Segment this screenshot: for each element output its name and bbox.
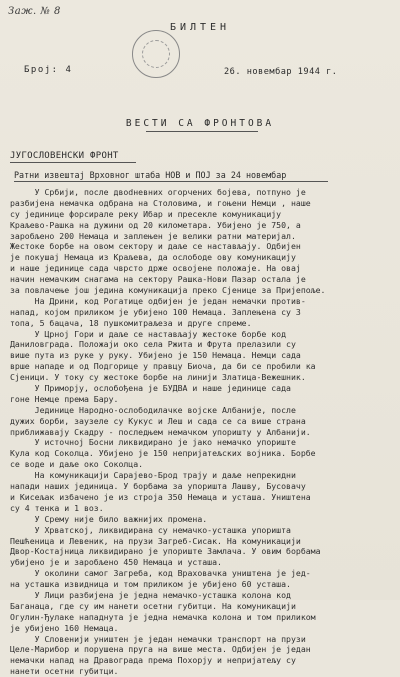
body-text-line: У Приморју, ослобођена је БУДВА и наше јединице сада xyxy=(10,383,291,394)
section-title-underline xyxy=(146,131,258,132)
body-text-line: У Лици разбијена је једна немачко-усташка колона код xyxy=(10,589,291,600)
body-text-line: и наше јединице сада чврсто држе освојене положаје. На овај xyxy=(10,263,301,274)
body-text-line: У околини самог Загреба, код Враховачка уништена је јед- xyxy=(10,568,311,579)
body-text-line: немачки напад на Дравоградa према Похорју и непријатељу су xyxy=(10,655,296,666)
bulletin-masthead: БИЛТЕН xyxy=(169,22,231,33)
body-text-line: разбијена немачка одбрана на Столовима, и гоњени Немци , наше xyxy=(10,197,311,208)
report-subtitle: Ратни извештај Врховног штаба НОВ и ПОЈ за 24 новембар xyxy=(14,170,287,180)
section-title: ВЕСТИ СА ФРОНТОВА xyxy=(125,118,275,129)
body-text-line: Пешћеница и Левеник, на прузи Загреб-Сисак. На комуникацији xyxy=(10,535,301,546)
body-text-line: напад, којом приликом је убијено 100 Немаца. Заплењена су 3 xyxy=(10,306,301,317)
body-text-line: У Срему није било важнијих промена. xyxy=(10,513,208,524)
round-stamp-icon xyxy=(132,30,180,78)
body-text-line: Кула код Соколца. Убијено је 150 непријатељских војника. Борбе xyxy=(10,448,316,459)
body-text-line: за повлачење још једина комуникација преко Сјенице за Пријепоље. xyxy=(10,285,326,296)
body-text-line: топа, 5 бацача, 18 пушкомитраљеза и друге спреме. xyxy=(10,317,252,328)
body-text-line: У Србији, после двоdневних огорчених бојева, потпуно је xyxy=(10,187,306,197)
front-heading-underline xyxy=(10,162,136,163)
body-text-line: На Дрини, код Рогатице одбијен је један немачки против- xyxy=(10,295,306,306)
issue-number: Број: 4 xyxy=(24,65,73,75)
body-text-line: Даниловграда. Положаји око села Ржита и Фрута прелазили су xyxy=(10,339,296,350)
body-text-line: начин немачким снагама на сектору Рашка-Нови Пазар остала је xyxy=(10,274,306,285)
report-subtitle-underline xyxy=(14,181,328,182)
body-text-line: На комуникацији Сарајево-Брод трају и даље непрекидни xyxy=(10,470,296,481)
body-text-line: Огулин-Ђулаке нападнута је једна немачка колона и том приликом xyxy=(10,611,316,622)
body-text-line: У Словенији уништен је један немачки транспорт на прузи xyxy=(10,633,306,644)
body-text-line: више пута из руке у руку. Убијено је 150 Немаца. Немци сада xyxy=(10,350,301,361)
body-text-line: убијено је и заробљено 450 Немаца и усташа. xyxy=(10,557,222,568)
body-text-line: Баганаца, где су им нанети осетни губитци. На комуникацији xyxy=(10,600,296,611)
body-text-line: и Кисељак избачено је из строја 350 Немаца и усташа. Уништена xyxy=(10,491,311,502)
body-text-line: су јединице форсирале реку Ибар и пресекле комуникацију xyxy=(10,208,282,219)
body-text-line: У Хрватској, ликвидирана су немачко-усташка упоришта xyxy=(10,524,291,535)
body-text-line: У Црној Гори и даље се настављају жестоке борбе код xyxy=(10,328,287,339)
body-text-line: дужих борби, заузеле су Кукус и Леш и сада се са више страна xyxy=(10,415,306,426)
body-text-line: је убијено 160 Немаца. xyxy=(10,622,119,633)
body-text-line: Целе-Марибор и порушена пруга на више места. Одбијен је један xyxy=(10,644,311,655)
issue-date: 26. новембар 1944 г. xyxy=(224,67,338,77)
front-heading: ЈУГОСЛОВЕНСКИ ФРОНТ xyxy=(10,151,119,161)
body-text-line: Двор-Костајница ликвидирано је упориште Замлача. У овим борбама xyxy=(10,546,321,557)
body-text-line: У источној Босни ликвидирано је јако немачко упориште xyxy=(10,437,296,448)
body-text-line: Сјеници. У току су жестоке борбе на линији Златица-Вежешник. xyxy=(10,372,306,383)
body-text-line: гоне Немце према Бару. xyxy=(10,393,119,404)
body-text-line: Јединице Народно-ослободилачке војске Албаније, после xyxy=(10,404,296,415)
body-text-line: приближавају Скадру - последњем немачком упоришту у Албанији. xyxy=(10,426,311,437)
report-body xyxy=(10,187,374,677)
body-text-line: Краљево-Рашка на дужини од 20 километара. Убијено је 750, а xyxy=(10,219,301,230)
body-text-line: нанети осетни губитци. xyxy=(10,666,119,677)
body-text-line: Жестоке борбе на овом сектору и даље се настављају. Одбијен xyxy=(10,241,301,252)
body-text-line: се воде и даље око Соколца. xyxy=(10,459,144,470)
body-text-line: напади наших јединица. У борбама за упоришта Лашву, Бусовачу xyxy=(10,481,306,492)
body-text-line: је покушај Немаца из Краљева, да ослободе ову комуникацију xyxy=(10,252,296,263)
body-text-line: врше нападе и од Подгорице у правцу Биоча, да би се пробили ка xyxy=(10,361,316,372)
handwritten-archive-note: Заж. № 8 xyxy=(8,6,61,17)
body-text-line: заробљено 200 Немаца и заплењен је велики ратни материјал. xyxy=(10,230,296,241)
body-text-line: на усташка извидница и том приликом је убијено 60 усташа. xyxy=(10,579,291,590)
body-text-line: су 4 тенка и 1 вoз. xyxy=(10,502,104,513)
